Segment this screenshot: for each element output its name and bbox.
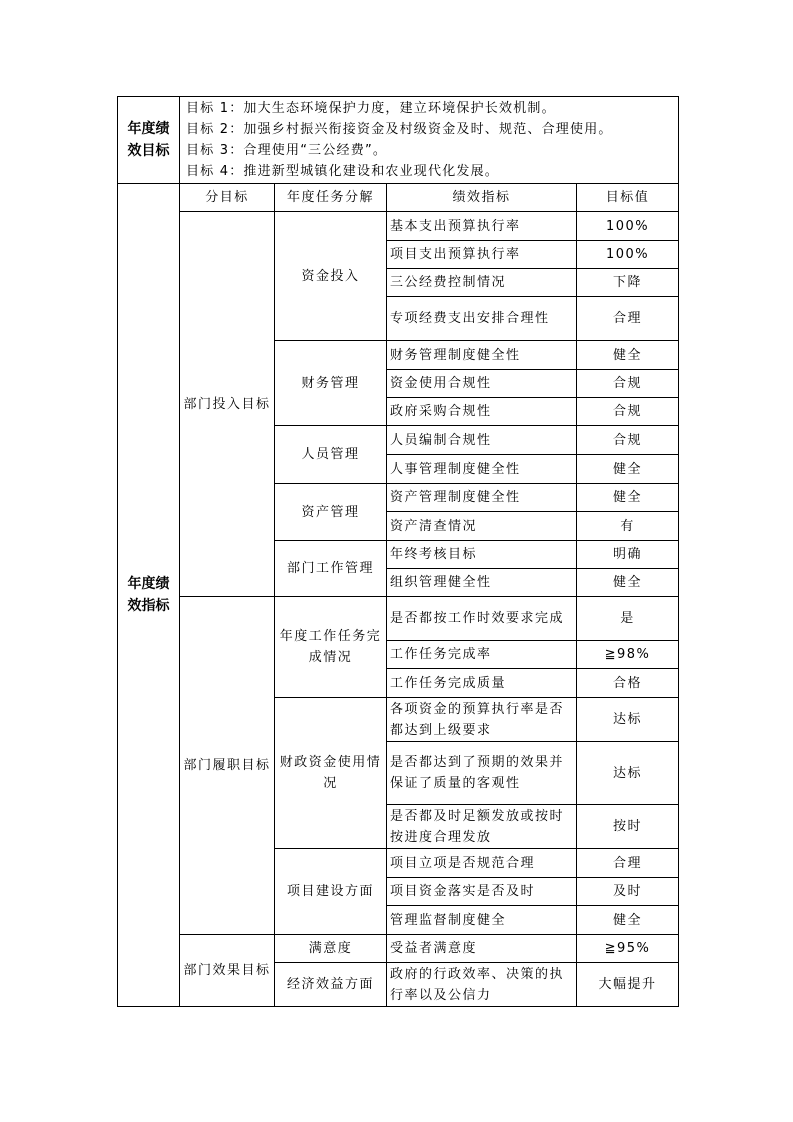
task-cell: 人员管理 <box>275 426 387 484</box>
indicator-cell: 基本支出预算执行率 <box>387 212 577 241</box>
target-cell: 健全 <box>577 906 679 935</box>
goals-cell <box>180 97 679 184</box>
indicator-cell: 项目支出预算执行率 <box>387 241 577 269</box>
performance-table <box>117 96 679 1007</box>
indicator-cell: 受益者满意度 <box>387 935 577 963</box>
table-row <box>118 935 679 963</box>
indicator-cell: 人员编制合规性 <box>387 426 577 455</box>
sub-goal-cell: 部门效果目标 <box>180 935 275 1007</box>
goal-item: 目标 4：推进新型城镇化建设和农业现代化发展。 <box>186 164 500 179</box>
indicator-cell: 工作任务完成率 <box>387 641 577 669</box>
goal-item: 目标 2：加强乡村振兴衔接资金及村级资金及时、规范、合理使用。 <box>186 122 613 137</box>
target-cell: 是 <box>577 597 679 641</box>
header-task: 年度任务分解 <box>275 184 387 212</box>
task-cell: 财务管理 <box>275 341 387 426</box>
target-cell: 100% <box>577 241 679 269</box>
task-cell: 财政资金使用情况 <box>275 698 387 849</box>
indicator-cell: 工作任务完成质量 <box>387 669 577 698</box>
header-indicator: 绩效指标 <box>387 184 577 212</box>
indicator-cell: 三公经费控制情况 <box>387 269 577 297</box>
target-cell: 按时 <box>577 805 679 849</box>
target-cell: ≧95% <box>577 935 679 963</box>
task-cell: 资产管理 <box>275 484 387 541</box>
indicator-cell: 专项经费支出安排合理性 <box>387 297 577 341</box>
target-cell: 健全 <box>577 484 679 512</box>
target-cell: 健全 <box>577 455 679 484</box>
indicator-cell: 财务管理制度健全性 <box>387 341 577 370</box>
header-sub-goal: 分目标 <box>180 184 275 212</box>
target-cell: 100% <box>577 212 679 241</box>
task-cell: 资金投入 <box>275 212 387 341</box>
target-cell: 明确 <box>577 541 679 569</box>
goal-item: 目标 3：合理使用“三公经费”。 <box>186 143 388 158</box>
target-cell: 合理 <box>577 297 679 341</box>
indicator-cell: 组织管理健全性 <box>387 569 577 597</box>
indicator-cell: 人事管理制度健全性 <box>387 455 577 484</box>
target-cell: 及时 <box>577 878 679 906</box>
task-cell: 项目建设方面 <box>275 849 387 935</box>
indicator-cell: 政府采购合规性 <box>387 398 577 426</box>
task-cell: 经济效益方面 <box>275 963 387 1007</box>
goal-item: 目标 1：加大生态环境保护力度，建立环境保护长效机制。 <box>186 101 556 116</box>
sub-goal-cell: 部门投入目标 <box>180 212 275 597</box>
indicator-cell: 是否都及时足额发放或按时按进度合理发放 <box>387 805 577 849</box>
indicator-cell: 各项资金的预算执行率是否都达到上级要求 <box>387 698 577 742</box>
table-row <box>118 597 679 641</box>
indicator-cell: 资产清查情况 <box>387 512 577 541</box>
table-row <box>118 212 679 241</box>
task-cell: 部门工作管理 <box>275 541 387 597</box>
target-cell: 达标 <box>577 698 679 742</box>
indicator-cell: 管理监督制度健全 <box>387 906 577 935</box>
target-cell: 有 <box>577 512 679 541</box>
goals-label: 年度绩效目标 <box>118 97 180 184</box>
target-cell: 合规 <box>577 370 679 398</box>
target-cell: 大幅提升 <box>577 963 679 1007</box>
task-cell: 年度工作任务完成情况 <box>275 597 387 698</box>
target-cell: ≧98% <box>577 641 679 669</box>
goals-row <box>118 97 679 184</box>
target-cell: 合规 <box>577 426 679 455</box>
sub-goal-cell: 部门履职目标 <box>180 597 275 935</box>
header-target: 目标值 <box>577 184 679 212</box>
target-cell: 合理 <box>577 849 679 878</box>
indicator-cell: 项目资金落实是否及时 <box>387 878 577 906</box>
target-cell: 合规 <box>577 398 679 426</box>
target-cell: 健全 <box>577 341 679 370</box>
target-cell: 下降 <box>577 269 679 297</box>
indicator-cell: 是否都按工作时效要求完成 <box>387 597 577 641</box>
indicator-cell: 项目立项是否规范合理 <box>387 849 577 878</box>
indicator-cell: 资金使用合规性 <box>387 370 577 398</box>
indicator-cell: 政府的行政效率、决策的执行率以及公信力 <box>387 963 577 1007</box>
indicators-label: 年度绩效指标 <box>118 184 180 1007</box>
target-cell: 合格 <box>577 669 679 698</box>
target-cell: 健全 <box>577 569 679 597</box>
indicator-cell: 资产管理制度健全性 <box>387 484 577 512</box>
target-cell: 达标 <box>577 742 679 805</box>
indicator-cell: 年终考核目标 <box>387 541 577 569</box>
header-row <box>118 184 679 212</box>
indicator-cell: 是否都达到了预期的效果并保证了质量的客观性 <box>387 742 577 805</box>
task-cell: 满意度 <box>275 935 387 963</box>
